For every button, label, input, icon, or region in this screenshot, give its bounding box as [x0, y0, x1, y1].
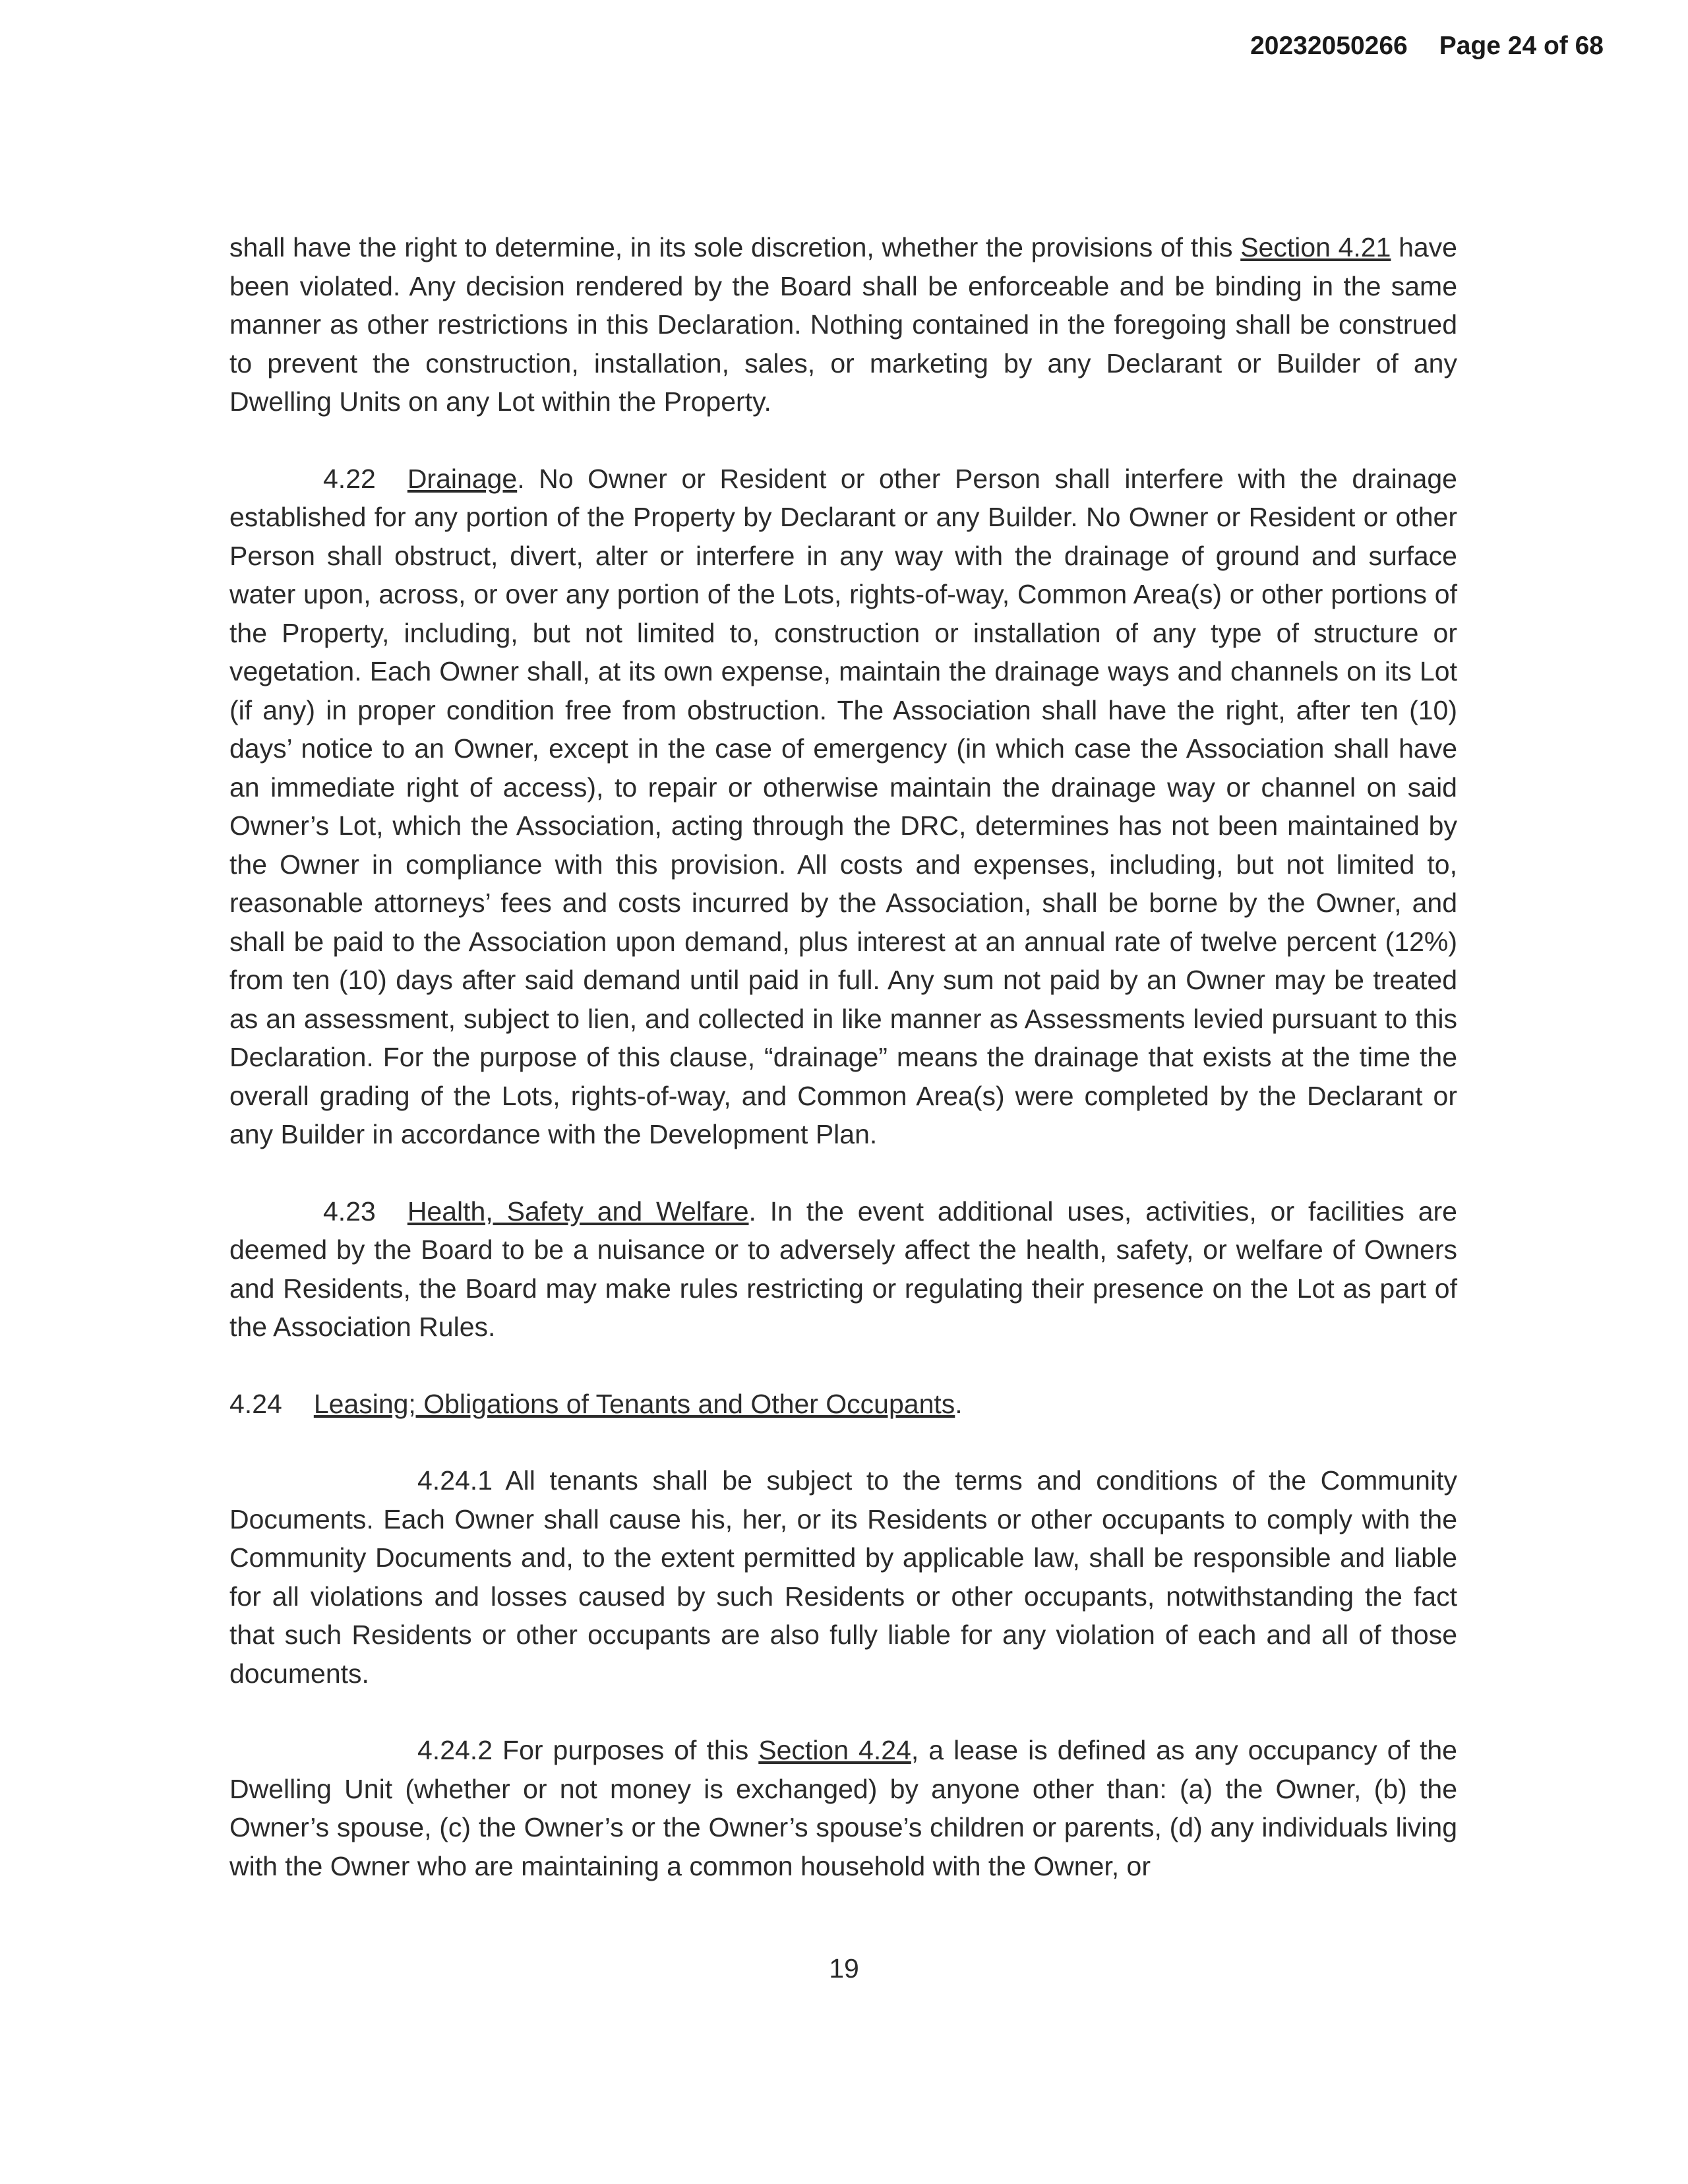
section-number: 4.24.2: [417, 1735, 493, 1765]
section-number: 4.23: [323, 1196, 376, 1227]
section-text: All tenants shall be subject to the terms and conditions of the Community Documents. Each Owner shall cause his, her, or its Residents or other occupants to comply with the Community Documents and, to the extent permitted by applicable law, shall be responsible and liable for all violations and losses caused by such Residents or other occupants, notwithstanding the fact that such Residents or other occupants are also fully liable for any violation of each and all of those documents.: [229, 1465, 1457, 1689]
document-number: 20232050266: [1250, 32, 1408, 60]
section-number: 4.24.1: [417, 1465, 493, 1496]
page-number: 19: [829, 1953, 859, 1984]
section-text: . No Owner or Resident or other Person shall interfere with the drainage established for any portion of the Property by Declarant or any Builder. No Owner or Resident or other Person shall obstruct, divert, alter or interfere in any way with the drainage of ground and surface water upon, across, or over any portion of the Lots, rights-of-way, Common Area(s) or other portions of the Property, including, but not limited to, construction or installation of any type of structure or vegetation. Each Owner shall, at its own expense, maintain the drainage ways and channels on its Lot (if any) in proper condition free from obstruction. The Association shall have the right, after ten (10) days’ notice to an Owner, except in the case of emergency (in which case the Association shall have an immediate right of access), to repair or otherwise maintain the drainage way or channel on said Owner’s Lot, which the Association, acting through the DRC, determines has not been maintained by the Owner in compliance with this provision. All costs and expenses, including, but not limited to, reasonable attorneys’ fees and costs incurred by the Association, shall be borne by the Owner, and shall be paid to the Association upon demand, plus interest at an annual rate of twelve percent (12%) from ten (10) days after said demand until paid in full. Any sum not paid by an Owner may be treated as an assessment, subject to lien, and collected in like manner as Assessments levied pursuant to this Declaration. For the purpose of this clause, “drainage” means the drainage that exists at the time the overall grading of the Lots, rights-of-way, and Common Area(s) were completed by the Declarant or any Builder in accordance with the Development Plan.: [229, 463, 1457, 1149]
section-4-23: [229, 1192, 1457, 1347]
section-heading: Health, Safety and Welfare: [407, 1196, 749, 1227]
section-number: 4.24: [229, 1388, 282, 1419]
section-4-22: [229, 460, 1457, 1154]
section-heading: Leasing; Obligations of Tenants and Other Occupants: [313, 1388, 955, 1419]
section-4-24-1: [229, 1461, 1457, 1693]
section-reference: Section 4.21: [1240, 232, 1391, 262]
page-label: Page 24 of 68: [1439, 32, 1604, 60]
continuation-paragraph: shall have the right to determine, in its sole discretion, whether the provisions of this Section 4.21 have been violated. Any decision rendered by the Board shall be enforceable and be binding in the same manner as other restrictions in this Declaration. Nothing contained in the foregoing shall be construed to prevent the construction, installation, sales, or marketing by any Declarant or Builder of any Dwelling Units on any Lot within the Property.: [229, 232, 1457, 417]
document-body: [229, 228, 1457, 1885]
section-number: 4.22: [323, 463, 376, 494]
section-4-24-2: 4.24.2 For purposes of this Section 4.24, a lease is defined as any occupancy of the Dwelling Unit (whether or not money is exchanged) by anyone other than: (a) the Owner, (b) the Owner’s spouse, (c) the Owner’s or the Owner’s spouse’s children or parents, (d) any individuals living with the Owner who are maintaining a common household with the Owner, or: [229, 1735, 1457, 1881]
page-header: [1250, 32, 1604, 61]
section-4-24: 4.24 Leasing; Obligations of Tenants and Other Occupants.: [229, 1388, 963, 1419]
section-heading: Drainage: [407, 463, 518, 494]
section-text: . In the event additional uses, activities, or facilities are deemed by the Board to be a nuisance or to adversely affect the health, safety, or welfare of Owners and Residents, the Board may make rules restricting or regulating their presence on the Lot as part of the Association Rules.: [229, 1196, 1457, 1342]
section-reference: Section 4.24: [758, 1735, 911, 1765]
